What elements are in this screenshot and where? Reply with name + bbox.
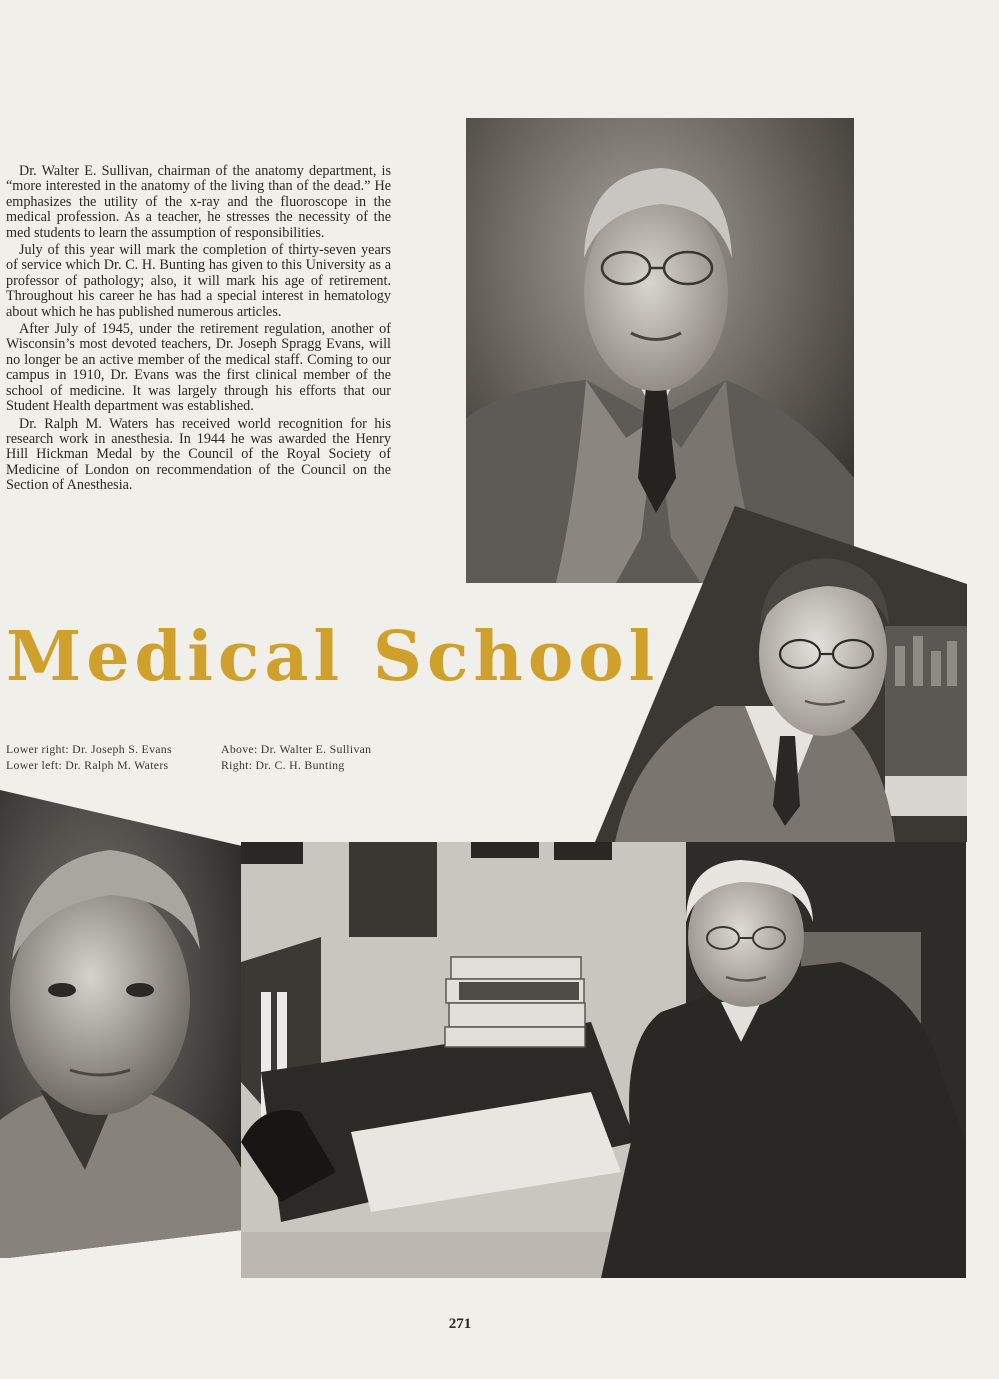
caption-lower-right: Lower right: Dr. Joseph S. Evans: [6, 742, 172, 756]
caption-right: Right: Dr. C. H. Bunting: [221, 758, 345, 772]
paragraph-waters: Dr. Ralph M. Waters has received world recognition for his research work in anesthesia. In 1944 he was awarded the Henry Hill Hickman Medal by the Council of the Royal Society of Medicine of London on recommendation of the Council on the Section of Anesthesia.: [6, 415, 391, 494]
page-title: Medical School: [6, 617, 660, 697]
paragraph-evans: After July of 1945, under the retirement regulation, another of Wisconsin’s most devoted teachers, Dr. Joseph Spragg Evans, will no longer be an active member of the medical staff. Coming to our campus in 1910, Dr. Evans was the first clinical member of the school of medicine. It was largely through his efforts that our Student Health department was established.: [6, 321, 391, 415]
captions-left: [6, 741, 172, 773]
photo-waters: [0, 790, 242, 1258]
page-number: 271: [448, 1316, 472, 1332]
paragraph-sullivan: Dr. Walter E. Sullivan, chairman of the anatomy department, is “more interested in the anatomy of the living than of the dead.” He emphasizes the utility of the x-ray and the fluoroscope in the medical profession. As a teacher, he stresses the necessity of the med students to learn the assumption of responsibilities.: [6, 163, 391, 241]
captions-right: [221, 741, 371, 773]
paragraph-bunting: July of this year will mark the completion of thirty-seven years of service which Dr. C. H. Bunting has given to this University as a professor of pathology; also, it will mark his age of retirement. Throughout his career he has had a special interest in hematology about which he has published numerous articles.: [6, 242, 391, 320]
caption-above: Above: Dr. Walter E. Sullivan: [221, 742, 372, 756]
photo-evans: [241, 842, 966, 1278]
article-text: [6, 164, 391, 496]
caption-lower-left: Lower left: Dr. Ralph M. Waters: [6, 758, 169, 772]
